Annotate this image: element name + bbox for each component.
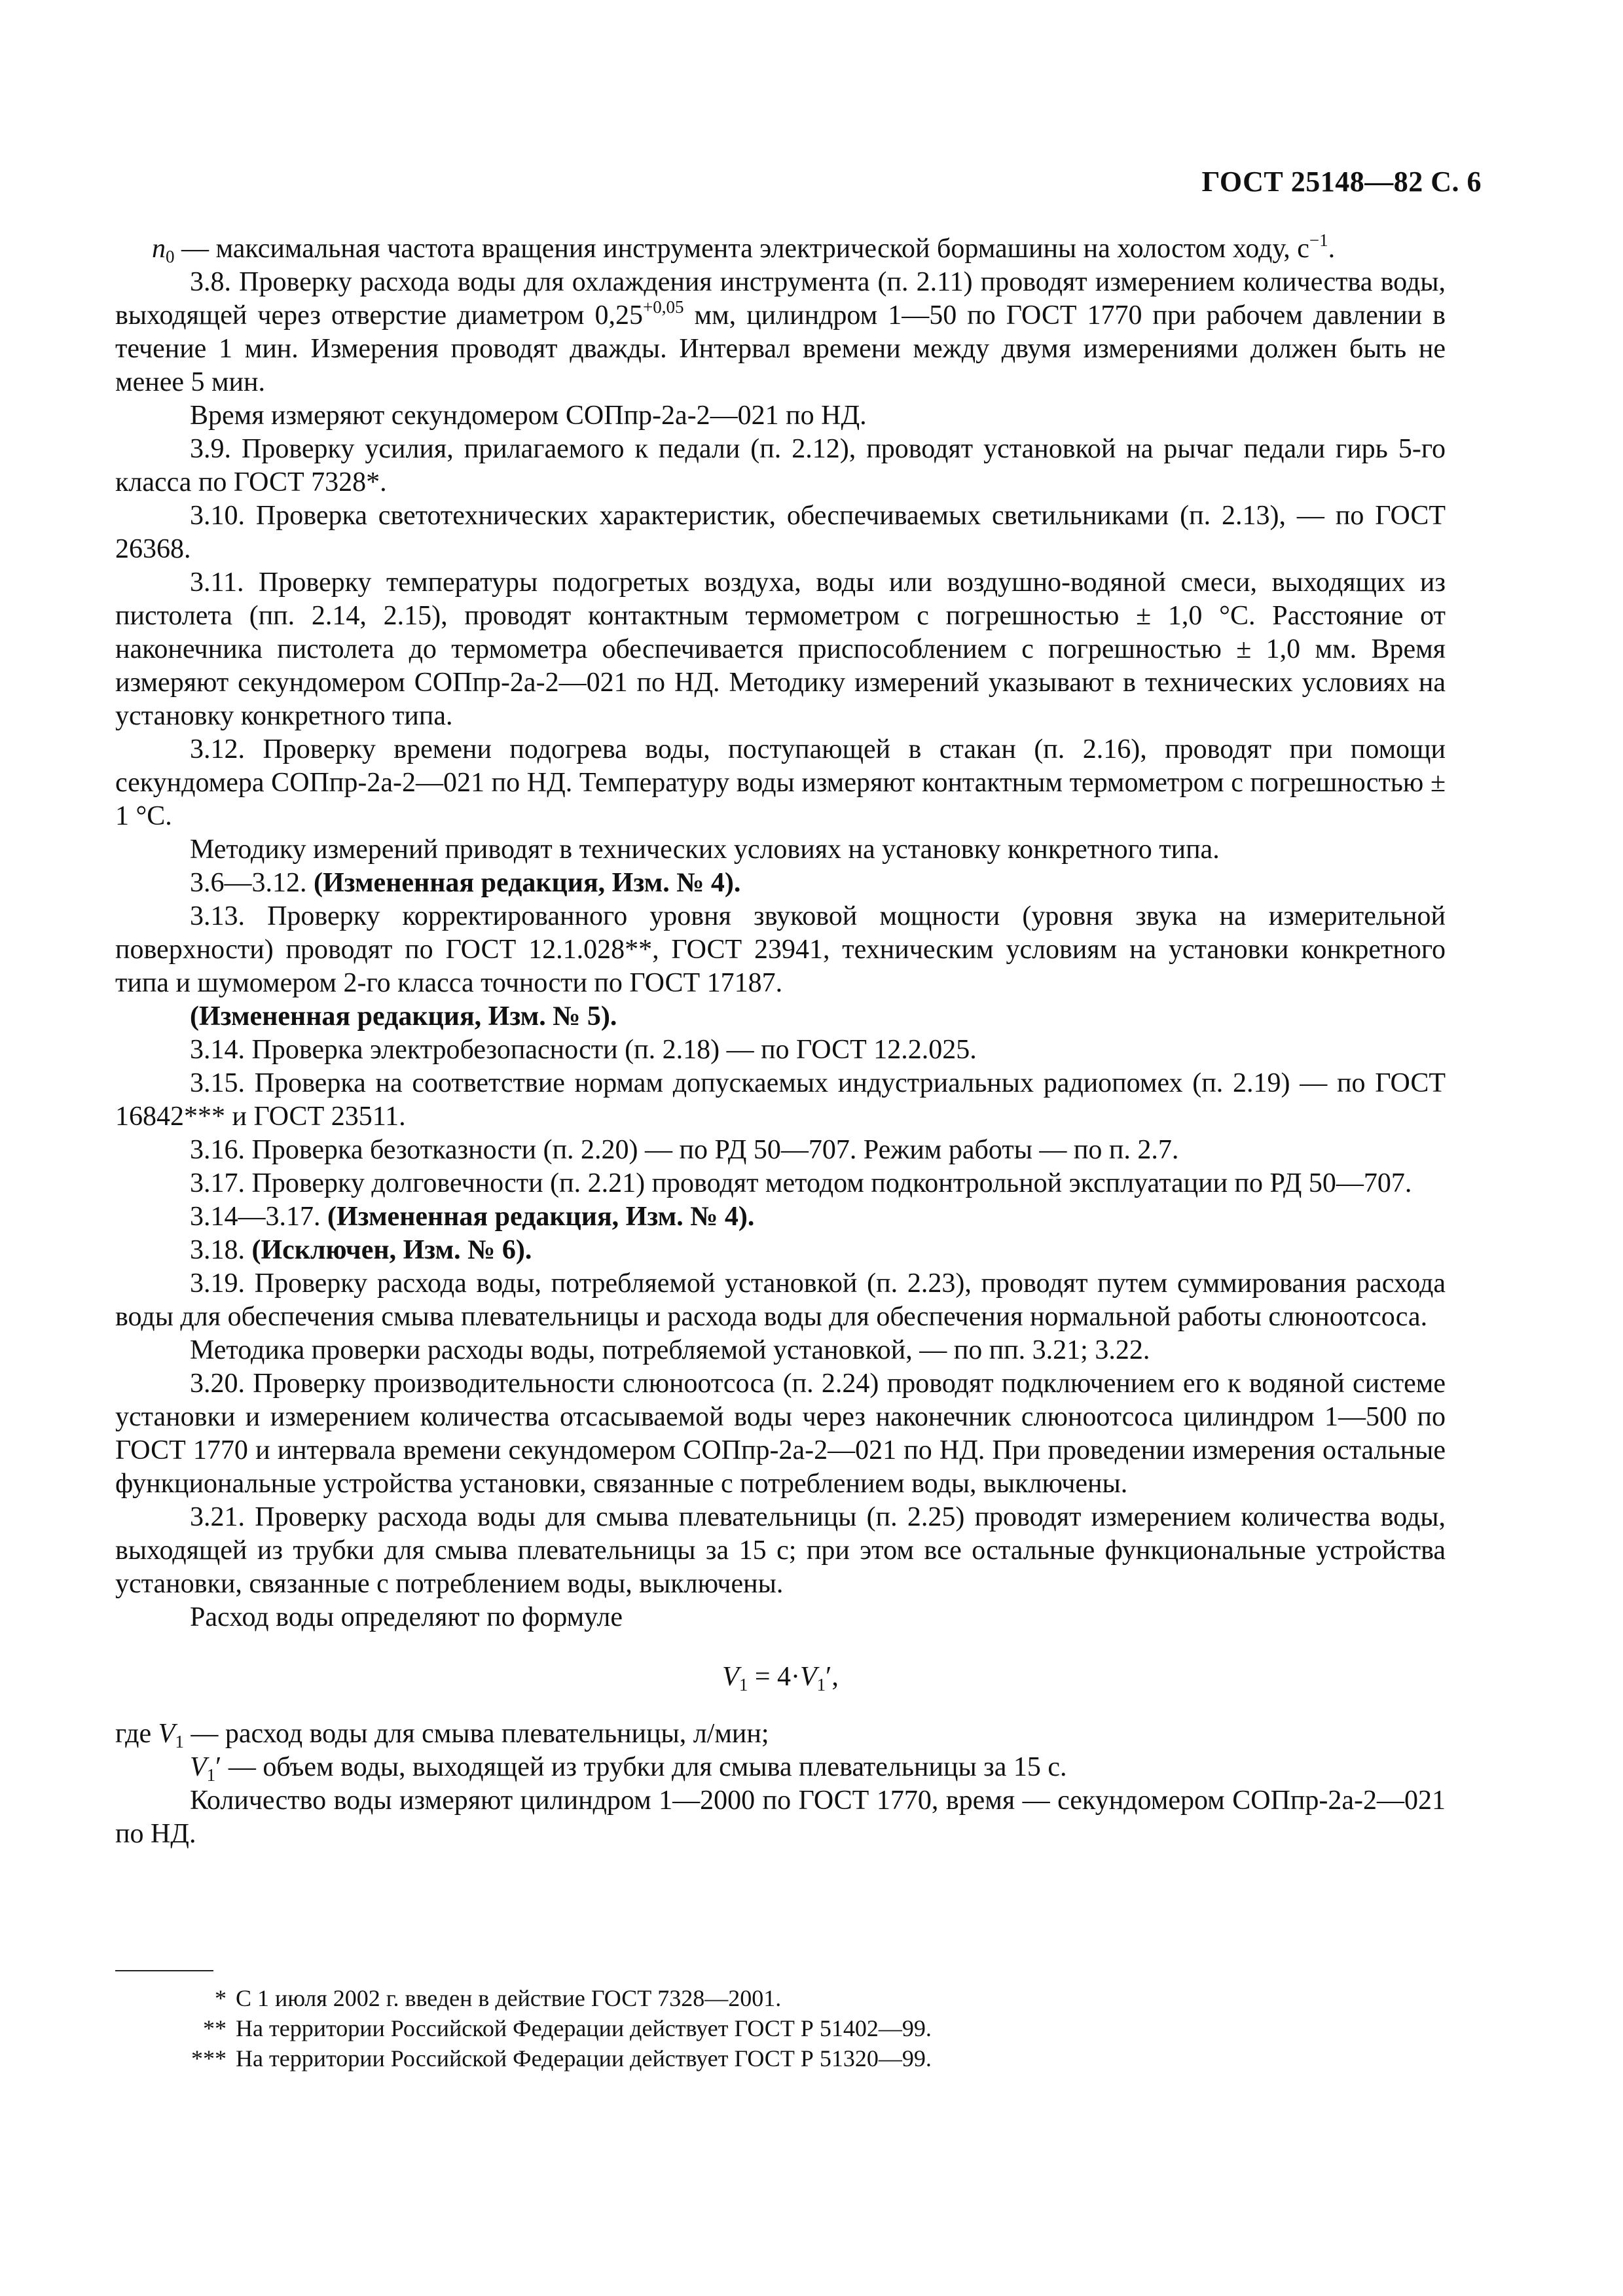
clause-3-12: 3.12. Проверку времени подогрева воды, поступающей в стакан (п. 2.16), проводят при помощи секундомера СОПпр-2а-2—021 по НД. Температуру воды измеряют контактным термометром с погрешностью ± 1 °С.: [115, 734, 1446, 831]
clause-3-18: 3.18. (Исключен, Изм. № 6).: [190, 1235, 532, 1265]
footnote: *** На территории Российской Федерации действует ГОСТ Р 51320—99.: [191, 2045, 932, 2072]
footnotes: [115, 1983, 1425, 2073]
amendment-note-1: 3.6—3.12. (Измененная редакция, Изм. № 4).: [190, 868, 741, 898]
where-v1: где $V_1$ — расход воды для смыва плевательницы, л/мин;: [115, 1719, 769, 1751]
clause-3-11: 3.11. Проверку температуры подогретых воздуха, воды или воздушно-водяной смеси, выходящих из пистолета (пп. 2.14, 2.15), проводят контактным термометром с погрешностью ± 1,0 °С. Расстояние от наконечника пистолета до термометра обеспечивается приспособлением с погрешностью ± 1,0 мм. Время измеряют секундомером СОПпр-2а-2—021 по НД. Методику измерений указывают в технических условиях на установку конкретного типа.: [115, 567, 1446, 731]
amendment-note-3: 3.14—3.17. (Измененная редакция, Изм. № 4).: [190, 1202, 755, 1232]
clause-3-21: 3.21. Проверку расхода воды для смыва плевательницы (п. 2.25) проводят измерением количества воды, выходящей из трубки для смыва плевательницы за 15 с; при этом все остальные функциональные устройства установки, связанные с потреблением воды, выключены.: [115, 1502, 1446, 1599]
footnote-divider: [115, 1970, 213, 1971]
document-body: [115, 232, 1446, 1851]
clause-3-19-method: Методика проверки расходы воды, потребляемой установкой, — по пп. 3.21; 3.22.: [190, 1335, 1150, 1365]
footnote: ** На территории Российской Федерации действует ГОСТ Р 51402—99.: [203, 2015, 932, 2041]
clause-3-8-time: Время измеряют секундомером СОПпр-2а-2—021 по НД.: [190, 401, 867, 431]
footnote: * С 1 июля 2002 г. введен в действие ГОСТ 7328—2001.: [215, 1985, 782, 2011]
clause-3-14: 3.14. Проверка электробезопасности (п. 2.18) — по ГОСТ 12.2.025.: [190, 1035, 977, 1065]
page-header: ГОСТ 25148—82 С. 6: [1201, 166, 1482, 198]
clause-3-20: 3.20. Проверку производительности слюноотсоса (п. 2.24) проводят подключением его к водяной системе установки и измерением количества отсасываемой воды через наконечник слюноотсоса цилиндром 1—500 по ГОСТ 1770 и интервала времени секундомером СОПпр-2а-2—021 по НД. При проведении измерения остальные функциональные устройства установки, связанные с потреблением воды, выключены.: [115, 1369, 1446, 1499]
clause-3-17: 3.17. Проверку долговечности (п. 2.21) проводят методом подконтрольной эксплуатации по РД 50—707.: [190, 1168, 1412, 1198]
formula: $V_1 = 4\cdot V_1'$,: [722, 1662, 839, 1695]
clause-3-19: 3.19. Проверку расхода воды, потребляемой установкой (п. 2.23), проводят путем суммирования расхода воды для обеспечения смыва плевательницы и расхода воды для обеспечения нормальной работы слюноотсоса.: [115, 1268, 1446, 1332]
clause-3-13: 3.13. Проверку корректированного уровня звуковой мощности (уровня звука на измерительной поверхности) проводят по ГОСТ 12.1.028**, ГОСТ 23941, техническим условиям на установки конкретного типа и шумомером 2-го класса точности по ГОСТ 17187.: [115, 901, 1446, 998]
clause-3-21-quantity: Количество воды измеряют цилиндром 1—2000 по ГОСТ 1770, время — секундомером СОПпр-2а-2—021 по НД.: [115, 1785, 1446, 1849]
clause-3-15: 3.15. Проверка на соответствие нормам допускаемых индустриальных радиопомех (п. 2.19) — по ГОСТ 16842*** и ГОСТ 23511.: [115, 1068, 1446, 1132]
clause-3-9: 3.9. Проверку усилия, прилагаемого к педали (п. 2.12), проводят установкой на рычаг педали гирь 5-го класса по ГОСТ 7328*.: [115, 434, 1446, 497]
amendment-note-2: (Измененная редакция, Изм. № 5).: [190, 1001, 617, 1031]
where-v1-prime: $V_1'$ — объем воды, выходящей из трубки для смыва плевательницы за 15 с.: [190, 1752, 1067, 1785]
clause-3-16: 3.16. Проверка безотказности (п. 2.20) — по РД 50—707. Режим работы — по п. 2.7.: [190, 1135, 1179, 1165]
formula-intro: Расход воды определяют по формуле: [190, 1602, 623, 1632]
n0-definition: $n_0$ — максимальная частота вращения инструмента электрической бормашины на холостом ходу, $с^{-1}$.: [152, 230, 1336, 266]
clause-3-12-method: Методику измерений приводят в технических условиях на установку конкретного типа.: [190, 834, 1220, 865]
clause-3-10: 3.10. Проверка светотехнических характеристик, обеспечиваемых светильниками (п. 2.13), — по ГОСТ 26368.: [115, 501, 1446, 564]
clause-3-8: 3.8. Проверку расхода воды для охлаждения инструмента (п. 2.11) проводят измерением количества воды, выходящей через отверстие диаметром $0,25^{+0,05}$ мм, цилиндром 1—50 по ГОСТ 1770 при рабочем давлении в течение 1 мин. Измерения проводят дважды. Интервал времени между двумя измерениями должен быть не менее 5 мин.: [115, 267, 1446, 397]
